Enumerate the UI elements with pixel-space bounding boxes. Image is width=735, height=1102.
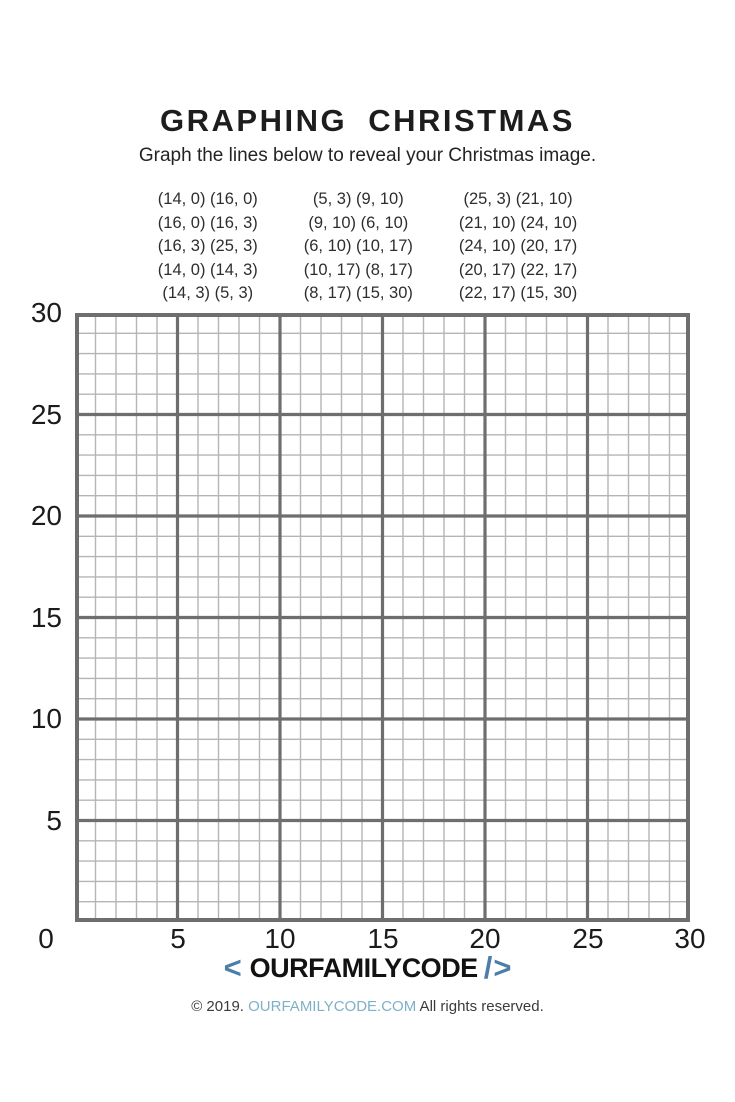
coordinate-pair: (14, 0) (16, 0) [157, 190, 258, 208]
copyright-suffix: All rights reserved. [416, 998, 544, 1015]
ourfamilycode-logo [0, 950, 735, 986]
copyright-prefix: © 2019. [191, 998, 249, 1015]
x-axis-tick-10: 10 [264, 923, 296, 954]
x-axis-tick-30: 30 [674, 923, 706, 954]
x-axis-tick-25: 25 [572, 923, 604, 954]
y-axis-tick-25: 25 [30, 399, 62, 430]
copyright-line [0, 998, 735, 1015]
coordinate-column-1 [158, 188, 258, 306]
origin-tick-0: 0 [38, 923, 54, 954]
coordinate-pair: (21, 10) (24, 10) [458, 213, 578, 232]
y-axis-tick-30: 30 [30, 297, 62, 328]
coordinate-pair: (9, 10) (6, 10) [308, 213, 409, 232]
coordinate-pair: (6, 10) (10, 17) [303, 237, 413, 255]
coordinate-pair: (24, 10) (20, 17) [458, 237, 578, 255]
page-title: GRAPHING CHRISTMAS [160, 103, 575, 138]
coordinate-pair: (16, 3) (25, 3) [157, 237, 258, 255]
coordinate-column-3 [459, 188, 577, 306]
coordinate-pair: (10, 17) (8, 17) [303, 260, 413, 279]
logo-wordmark: OURFAMILYCODE [249, 952, 478, 983]
coordinate-pair: (5, 3) (9, 10) [312, 190, 404, 208]
logo-slash-icon: / [483, 950, 493, 985]
coordinate-pair: (25, 3) (21, 10) [463, 190, 573, 208]
coordinate-pair: (20, 17) (22, 17) [458, 260, 578, 279]
x-axis-tick-5: 5 [170, 923, 186, 954]
y-axis-tick-15: 15 [30, 602, 62, 633]
coordinate-grid [75, 313, 690, 922]
coordinate-list [0, 188, 735, 306]
coordinate-pair: (14, 3) (5, 3) [162, 284, 254, 302]
coordinate-pair: (14, 0) (14, 3) [157, 260, 258, 279]
logo-close-bracket-icon: > [493, 950, 512, 985]
coordinate-pair: (22, 17) (15, 30) [458, 284, 578, 302]
y-axis-tick-5: 5 [46, 805, 62, 836]
ourfamilycode-site-link[interactable]: OURFAMILYCODE.COM [248, 998, 417, 1015]
page-subtitle: Graph the lines below to reveal your Christmas image. [138, 145, 597, 166]
y-axis-tick-20: 20 [30, 500, 62, 531]
x-axis-tick-15: 15 [367, 923, 399, 954]
x-axis-tick-20: 20 [469, 923, 501, 954]
coordinate-column-2 [304, 188, 413, 306]
logo-open-bracket-icon: < [223, 950, 242, 985]
coordinate-pair: (8, 17) (15, 30) [303, 284, 413, 302]
y-axis-tick-10: 10 [30, 703, 62, 734]
coordinate-pair: (16, 0) (16, 3) [157, 213, 258, 232]
